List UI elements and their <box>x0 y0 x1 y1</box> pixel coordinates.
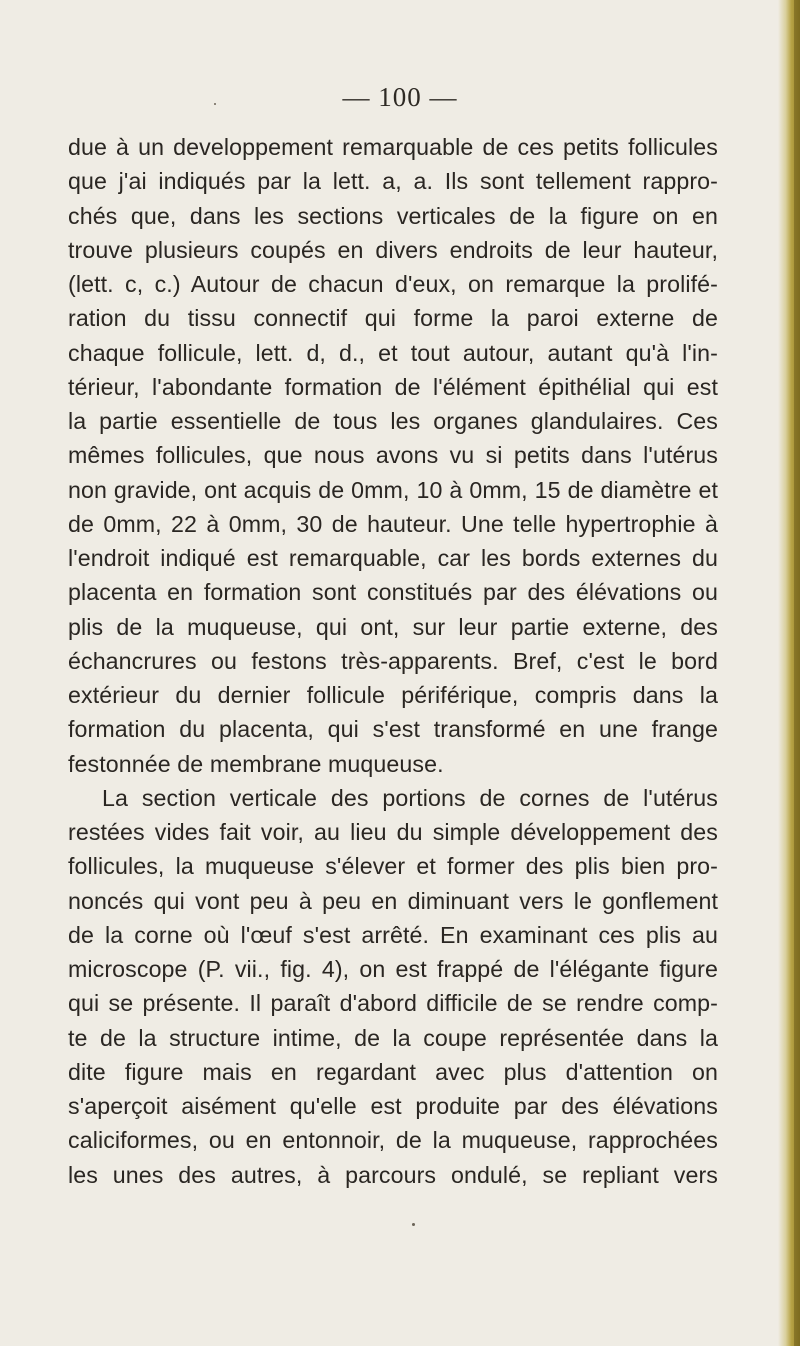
text-line: restées vides fait voir, au lieu du simple développement des <box>68 819 718 845</box>
text-line: non gravide, ont acquis de 0mm, 10 à 0mm, 15 de diamètre et <box>68 476 718 503</box>
text-line: placenta en formation sont constitués par des élévations ou <box>68 579 718 606</box>
text-line: due à un developpement remarquable de ces petits follicules <box>68 134 718 160</box>
page-binding-dark-edge <box>794 0 800 1346</box>
text-line: te de la structure intime, de la coupe représentée dans la <box>68 1024 718 1051</box>
text-line: que j'ai indiqués par la lett. a, a. Ils sont tellement rappro- <box>68 168 718 195</box>
text-line: dite figure mais en regardant avec plus d'attention on <box>68 1058 718 1085</box>
text-line: trouve plusieurs coupés en divers endroits de leur hauteur, <box>68 236 718 263</box>
text-line: extérieur du dernier follicule périférique, compris dans la <box>68 682 718 708</box>
text-line: (lett. c, c.) Autour de chacun d'eux, on remarque la prolifé- <box>68 271 718 297</box>
text-line: mêmes follicules, que nous avons vu si petits dans l'utérus <box>68 442 718 469</box>
text-line: noncés qui vont peu à peu en diminuant vers le gonflement <box>68 887 718 914</box>
text-line: qui se présente. Il paraît d'abord difficile de se rendre comp- <box>68 990 718 1017</box>
text-line: chés que, dans les sections verticales de la figure on en <box>68 202 718 229</box>
text-line: ration du tissu connectif qui forme la paroi externe de <box>68 305 718 332</box>
text-line: festonnée de membrane muqueuse. <box>68 750 444 777</box>
paper-speck <box>214 103 216 105</box>
text-line: de 0mm, 22 à 0mm, 30 de hauteur. Une telle hypertrophie à <box>68 510 718 537</box>
text-line: térieur, l'abondante formation de l'élément épithélial qui est <box>68 373 718 400</box>
text-line: s'aperçoit aisément qu'elle est produite par des élévations <box>68 1093 718 1119</box>
body-text <box>68 130 718 1192</box>
text-line: caliciformes, ou en entonnoir, de la muqueuse, rapprochées <box>68 1127 718 1154</box>
text-line: de la corne où l'œuf s'est arrêté. En examinant ces plis au <box>68 921 718 948</box>
text-line: échancrures ou festons très-apparents. Bref, c'est le bord <box>68 647 718 674</box>
text-line: chaque follicule, lett. d, d., et tout autour, autant qu'à l'in- <box>68 339 718 366</box>
text-line: microscope (P. vii., fig. 4), on est frappé de l'élégante figure <box>68 956 718 982</box>
text-line: follicules, la muqueuse s'élever et former des plis bien pro- <box>68 853 718 880</box>
paper-speck <box>412 1223 415 1226</box>
text-line: plis de la muqueuse, qui ont, sur leur partie externe, des <box>68 613 718 640</box>
text-line: formation du placenta, qui s'est transformé en une frange <box>68 716 718 743</box>
text-line: les unes des autres, à parcours ondulé, se repliant vers <box>68 1161 718 1188</box>
text-line: la partie essentielle de tous les organes glandulaires. Ces <box>68 408 718 434</box>
text-line: La section verticale des portions de cornes de l'utérus <box>102 784 718 811</box>
text-line: l'endroit indiqué est remarquable, car les bords externes du <box>68 545 718 571</box>
page-number: — 100 — <box>342 82 458 112</box>
